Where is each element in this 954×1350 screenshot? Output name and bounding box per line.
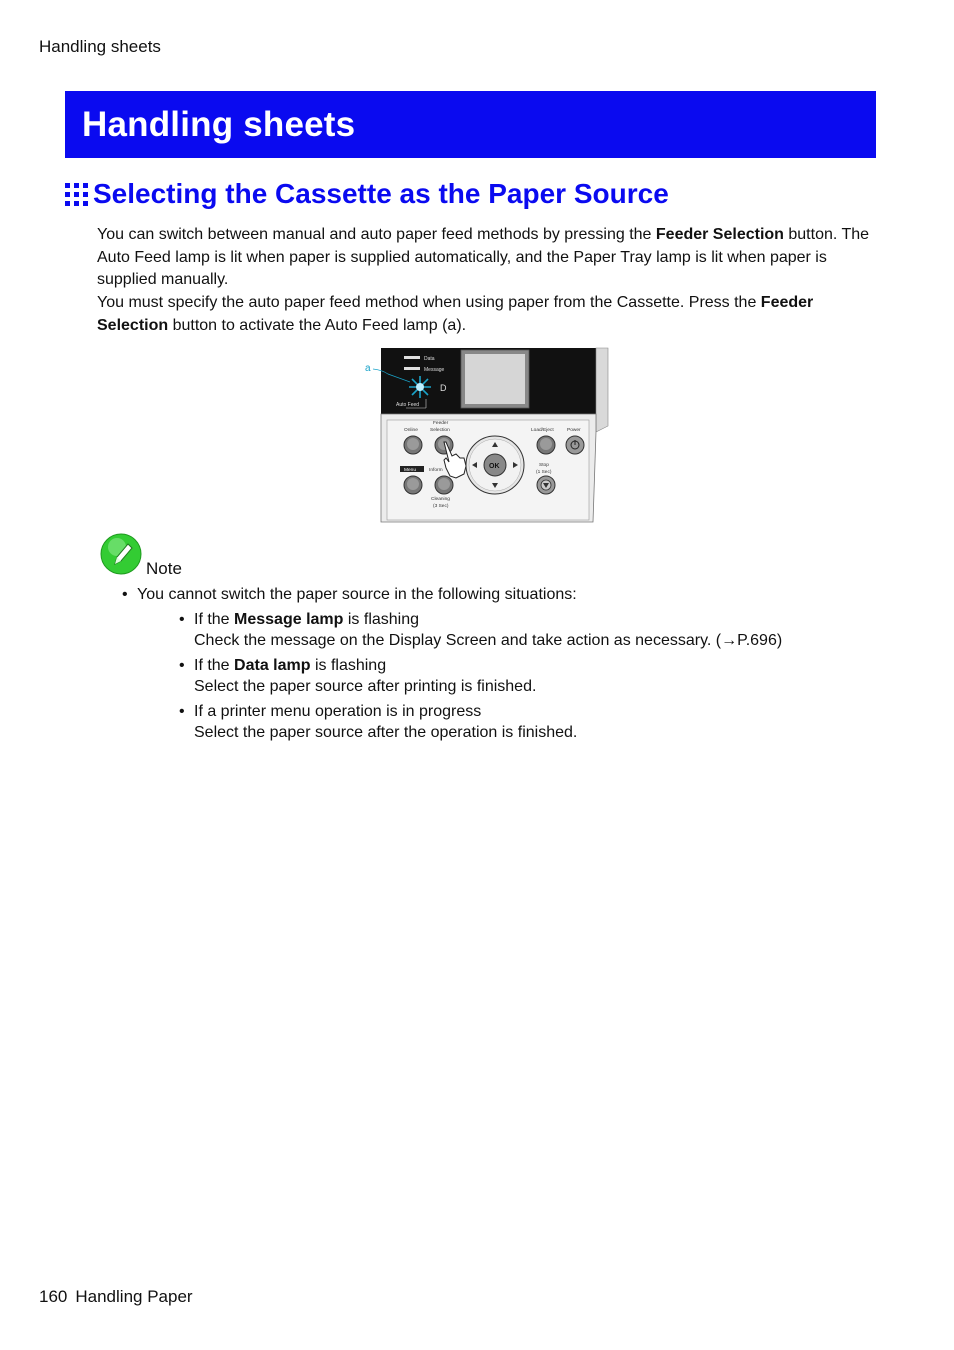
stop-label-1: Stop bbox=[539, 463, 549, 468]
section-title: Selecting the Cassette as the Paper Source bbox=[93, 178, 669, 209]
note-item-data-lamp: • If the Data lamp is flashing Select the paper source after printing is finished. bbox=[177, 655, 880, 697]
cleaning-label-2: (3 Sec) bbox=[433, 504, 449, 509]
menu-label: Menu bbox=[404, 468, 416, 473]
footer-chapter: Handling Paper bbox=[75, 1287, 193, 1306]
feeder-label-1: Feeder bbox=[433, 421, 449, 426]
page-footer bbox=[39, 1287, 193, 1307]
note-item-message-lamp: • If the Message lamp is flashing Check the message on the Display Screen and take action as necessary. (→P.696) bbox=[177, 609, 880, 651]
callout-a: a bbox=[365, 363, 371, 374]
auto-feed-lamp bbox=[409, 376, 431, 398]
lamp-message-label: Message bbox=[424, 367, 445, 373]
note-list bbox=[120, 584, 880, 747]
lamp-data-label: Data bbox=[424, 356, 435, 362]
load-eject-label: Load/Eject bbox=[531, 428, 554, 433]
svg-text:D: D bbox=[440, 383, 447, 393]
cleaning-label-1: Cleaning bbox=[431, 497, 450, 502]
chapter-title-band bbox=[65, 91, 876, 158]
lamp-auto-feed-label: Auto Feed bbox=[396, 402, 420, 408]
intro-paragraph-2: You must specify the auto paper feed method when using paper from the Cassette. Press the Feeder Selection button to activate the Auto Feed lamp (a). bbox=[97, 294, 814, 334]
note-label: Note bbox=[146, 559, 182, 578]
section-heading bbox=[65, 177, 669, 211]
online-label: Online bbox=[404, 428, 418, 433]
grid-icon bbox=[65, 183, 88, 206]
note-item-menu-operation: • If a printer menu operation is in progress Select the paper source after the operation is finished. bbox=[177, 701, 880, 743]
stop-label-2: (1 Sec) bbox=[536, 470, 552, 475]
feeder-label-2: Selection bbox=[430, 428, 450, 433]
info-label: Inform bbox=[429, 468, 443, 473]
running-head: Handling sheets bbox=[39, 37, 161, 56]
pencil-icon bbox=[100, 533, 142, 575]
power-label: Power bbox=[567, 428, 581, 433]
note-lead-item: • You cannot switch the paper source in the following situations: • If the Message lamp is flashing Check the message on the Display Screen and take action as necessary. (→P.696) • If the Data lamp is flashing Select the paper source after printing is finished. • If a printer menu operation is in progress Select the paper source after the operation is finished. bbox=[120, 584, 880, 743]
ok-label: OK bbox=[489, 463, 500, 470]
intro-paragraph-1: You can switch between manual and auto paper feed methods by pressing the Feeder Selection button. The Auto Feed lamp is lit when paper is supplied automatically, and the Paper Tray lamp is lit when paper is supplied manually. bbox=[97, 226, 870, 288]
chapter-title: Handling sheets bbox=[82, 105, 356, 144]
page-number: 160 bbox=[39, 1287, 68, 1306]
control-panel-figure bbox=[360, 346, 612, 524]
